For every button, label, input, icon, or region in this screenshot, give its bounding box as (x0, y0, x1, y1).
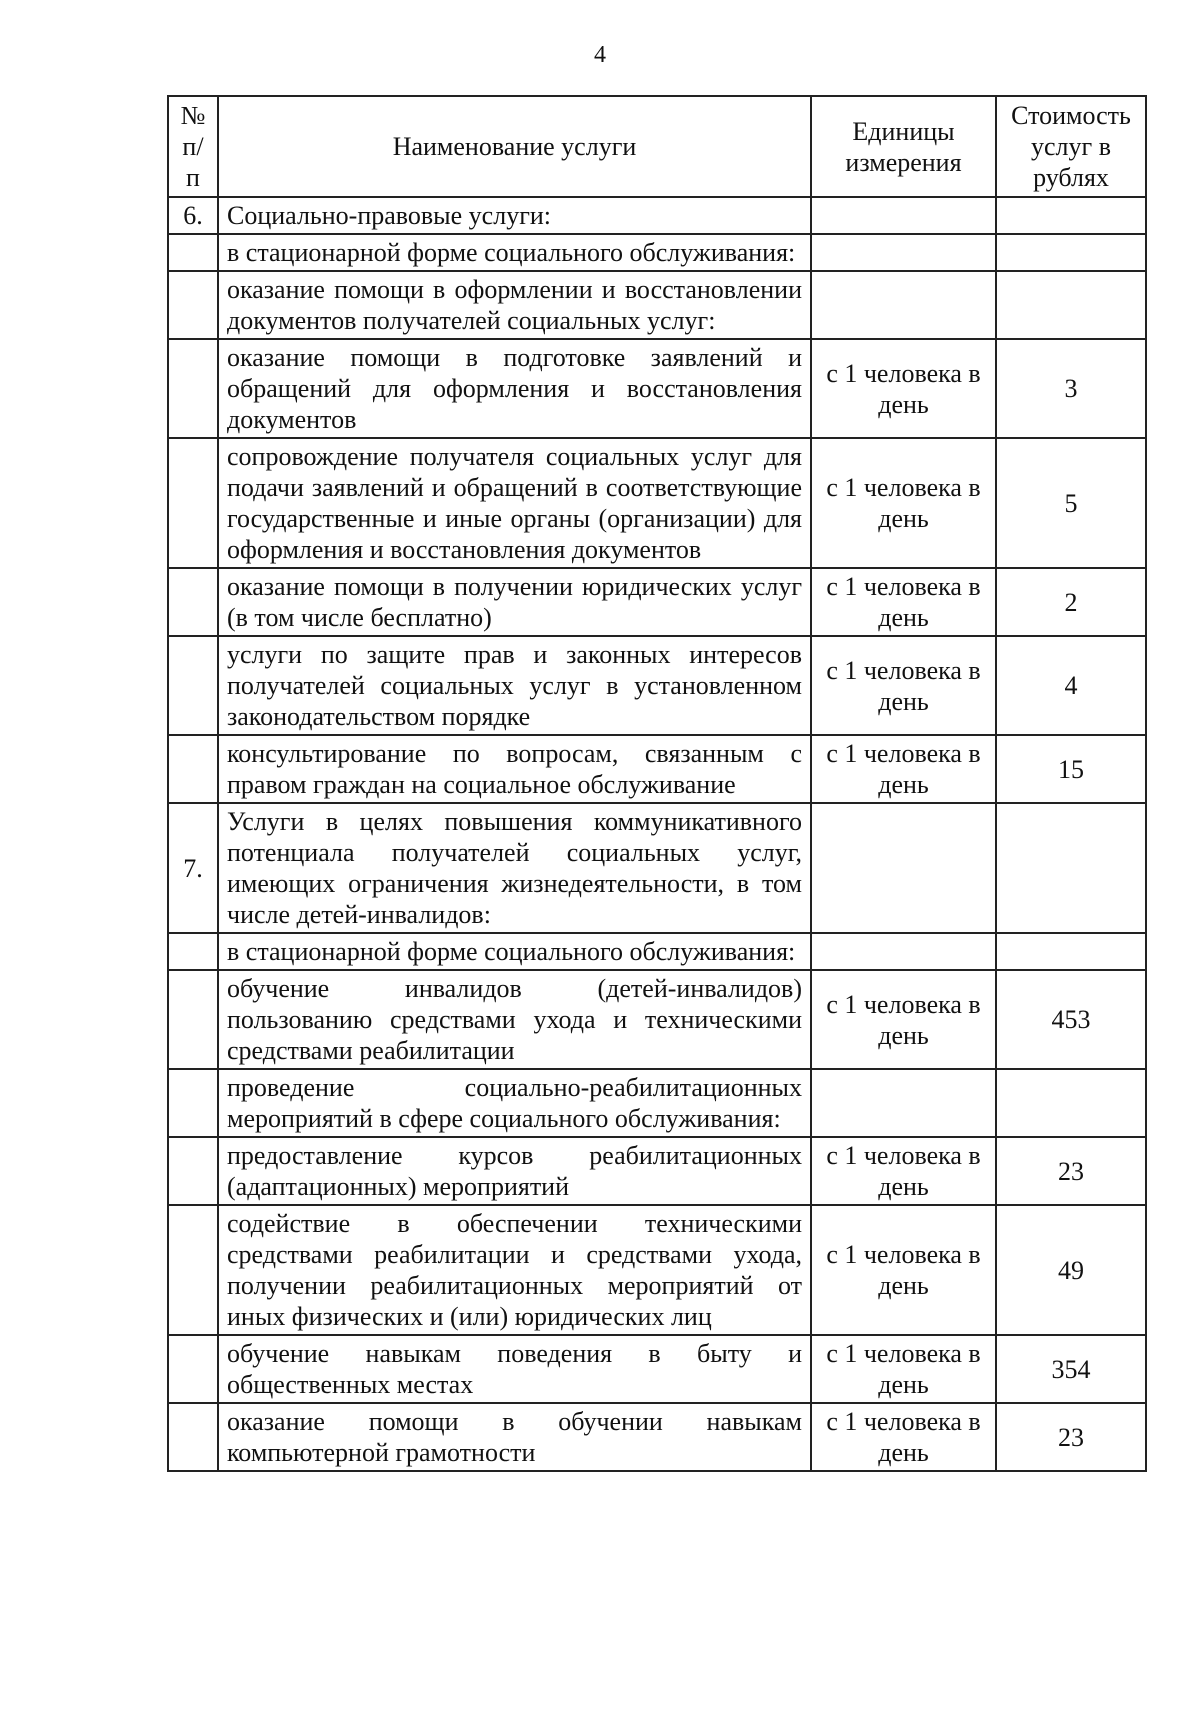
cost-cell (996, 234, 1146, 271)
service-name: оказание помощи в подготовке заявлений и обращений для оформления и восстановления документов (218, 339, 811, 438)
unit-cell: с 1 человека в день (811, 568, 996, 636)
row-number (168, 970, 218, 1069)
table-row (168, 735, 1146, 803)
unit-cell (811, 803, 996, 933)
service-name: консультирование по вопросам, связанным с правом граждан на социальное обслуживание (218, 735, 811, 803)
page-number: 4 (594, 42, 606, 68)
cost-cell: 23 (996, 1137, 1146, 1205)
row-number: 6. (168, 197, 218, 234)
header-unit: Единицы измерения (811, 96, 996, 197)
table-row (168, 1335, 1146, 1403)
cost-cell: 453 (996, 970, 1146, 1069)
service-name: услуги по защите прав и законных интересов получателей социальных услуг в установленном законодательством порядке (218, 636, 811, 735)
unit-cell: с 1 человека в день (811, 735, 996, 803)
service-name: в стационарной форме социального обслуживания: (218, 933, 811, 970)
row-number (168, 1403, 218, 1471)
row-number (168, 735, 218, 803)
service-name: сопровождение получателя социальных услуг для подачи заявлений и обращений в соответствующие государственные и иные органы (организации) для оформления и восстановления документов (218, 438, 811, 568)
unit-cell: с 1 человека в день (811, 438, 996, 568)
table-row (168, 197, 1146, 234)
unit-cell: с 1 человека в день (811, 1137, 996, 1205)
table-body (168, 197, 1146, 1471)
row-number (168, 1335, 218, 1403)
table-row (168, 438, 1146, 568)
cost-cell (996, 933, 1146, 970)
header-number: № п/п (168, 96, 218, 197)
cost-cell: 2 (996, 568, 1146, 636)
table-row (168, 568, 1146, 636)
unit-cell (811, 1069, 996, 1137)
unit-cell: с 1 человека в день (811, 1403, 996, 1471)
table-header-row (168, 96, 1146, 197)
table-row (168, 1205, 1146, 1335)
table-row (168, 1403, 1146, 1471)
header-service-name: Наименование услуги (218, 96, 811, 197)
cost-cell (996, 1069, 1146, 1137)
cost-cell: 354 (996, 1335, 1146, 1403)
service-name: предоставление курсов реабилитационных (адаптационных) мероприятий (218, 1137, 811, 1205)
unit-cell (811, 271, 996, 339)
service-name: оказание помощи в обучении навыкам компьютерной грамотности (218, 1403, 811, 1471)
cost-cell: 4 (996, 636, 1146, 735)
row-number (168, 271, 218, 339)
unit-cell: с 1 человека в день (811, 970, 996, 1069)
unit-cell (811, 197, 996, 234)
cost-cell: 49 (996, 1205, 1146, 1335)
table-row (168, 1137, 1146, 1205)
service-name: оказание помощи в получении юридических услуг (в том числе бесплатно) (218, 568, 811, 636)
service-name: Социально-правовые услуги: (218, 197, 811, 234)
unit-cell: с 1 человека в день (811, 339, 996, 438)
cost-cell: 15 (996, 735, 1146, 803)
cost-cell: 5 (996, 438, 1146, 568)
table-row (168, 1069, 1146, 1137)
cost-cell (996, 271, 1146, 339)
cost-cell: 23 (996, 1403, 1146, 1471)
service-name: в стационарной форме социального обслуживания: (218, 234, 811, 271)
service-name: оказание помощи в оформлении и восстановлении документов получателей социальных услуг: (218, 271, 811, 339)
row-number (168, 1069, 218, 1137)
row-number (168, 933, 218, 970)
row-number: 7. (168, 803, 218, 933)
row-number (168, 1205, 218, 1335)
row-number (168, 339, 218, 438)
unit-cell (811, 234, 996, 271)
table-row (168, 271, 1146, 339)
unit-cell (811, 933, 996, 970)
row-number (168, 234, 218, 271)
service-name: проведение социально-реабилитационных мероприятий в сфере социального обслуживания: (218, 1069, 811, 1137)
service-name: содействие в обеспечении техническими средствами реабилитации и средствами ухода, получении реабилитационных мероприятий от иных физических и (или) юридических лиц (218, 1205, 811, 1335)
table-row (168, 803, 1146, 933)
service-name: Услуги в целях повышения коммуникативного потенциала получателей социальных услуг, имеющих ограничения жизнедеятельности, в том числе детей-инвалидов: (218, 803, 811, 933)
table-row (168, 970, 1146, 1069)
row-number (168, 438, 218, 568)
unit-cell: с 1 человека в день (811, 636, 996, 735)
service-name: обучение навыкам поведения в быту и общественных местах (218, 1335, 811, 1403)
row-number (168, 1137, 218, 1205)
unit-cell: с 1 человека в день (811, 1205, 996, 1335)
header-cost: Стоимость услуг в рублях (996, 96, 1146, 197)
services-price-table (167, 95, 1147, 1472)
row-number (168, 636, 218, 735)
table-row (168, 636, 1146, 735)
unit-cell: с 1 человека в день (811, 1335, 996, 1403)
cost-cell (996, 197, 1146, 234)
cost-cell: 3 (996, 339, 1146, 438)
cost-cell (996, 803, 1146, 933)
table-row (168, 933, 1146, 970)
row-number (168, 568, 218, 636)
table-row (168, 339, 1146, 438)
service-name: обучение инвалидов (детей-инвалидов) пользованию средствами ухода и техническими средствами реабилитации (218, 970, 811, 1069)
table-row (168, 234, 1146, 271)
